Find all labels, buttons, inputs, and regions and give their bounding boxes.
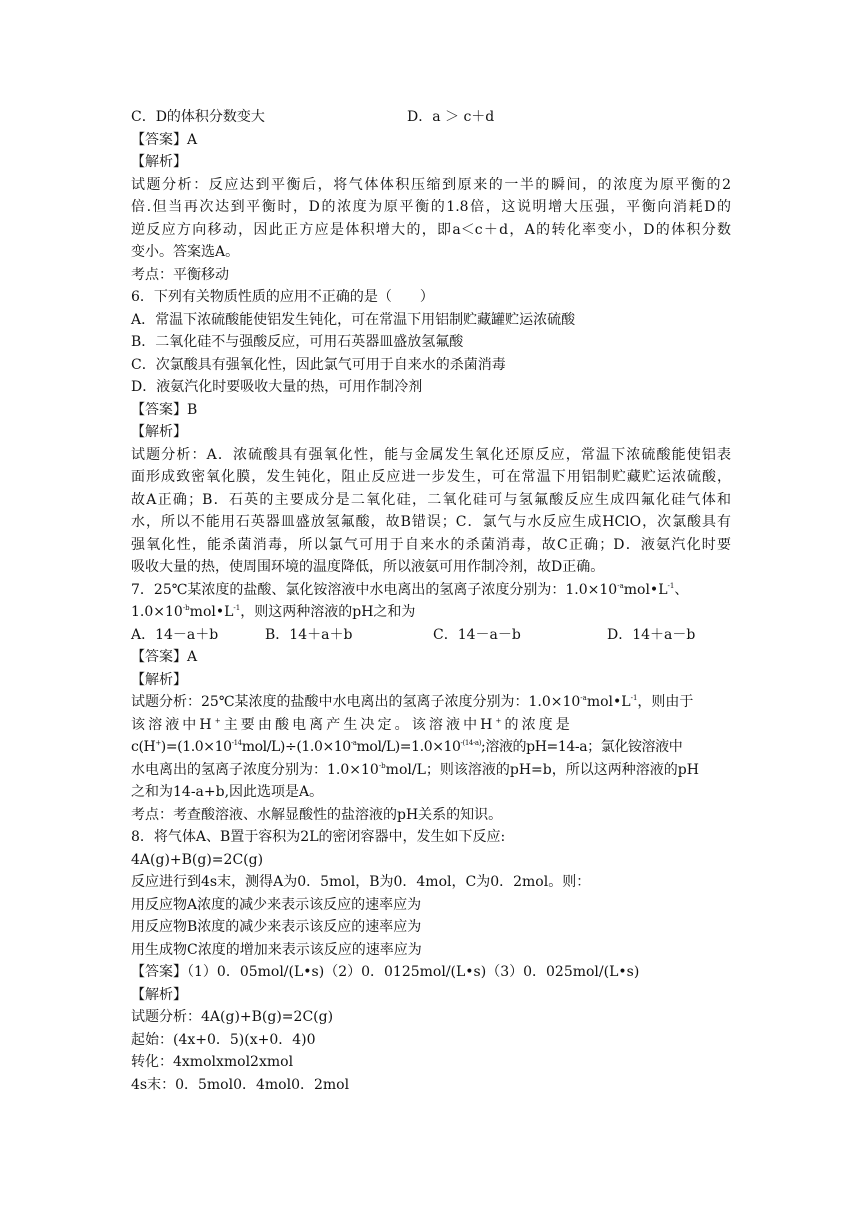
q7-kaodian: 考点：考查酸溶液、水解显酸性的盐溶液的pH关系的知识。 (131, 806, 503, 823)
q7-analysis-text: 的浓度是 (504, 716, 573, 733)
q6-option-b: B．二氧化硅不与强酸反应，可用石英器皿盛放氢氟酸 (131, 334, 464, 350)
q7-stem-text: 7．25℃某浓度的盐酸、氯化铵溶液中水电离出的氢离子浓度分别为：1.0×10 (131, 581, 618, 598)
q7-analysis-text: )=(1.0×10 (160, 739, 232, 755)
q6-answer: 【答案】B (131, 401, 198, 418)
q7-option-c: C．14－a－b (433, 626, 521, 643)
q8-analysis-line: 4s末：0．5mol0．4mol0．2mol (131, 1076, 350, 1093)
superscript: -a (617, 581, 624, 590)
superscript: -b (378, 761, 386, 770)
superscript: -1 (233, 604, 241, 612)
superscript: -1 (630, 694, 638, 702)
q6-analysis-line: 面形成致密氧化膜，发生钝化，阻止反应进一步发生，可在常温下用铝制贮藏贮运浓硫酸， (131, 469, 731, 485)
superscript: -a (580, 694, 587, 702)
q8-question: 用生成物C浓度的增加来表示该反应的速率应为 (131, 941, 422, 958)
q8-stem: 8．将气体A、B置于容积为2L的密闭容器中，发生如下反应: (131, 829, 506, 845)
q7-option-a: A．14－a＋b (131, 626, 219, 643)
q8-question: 用反应物A浓度的减少来表示该反应的速率应为 (131, 896, 422, 913)
q7-stem-text: 1.0×10 (131, 604, 183, 620)
q7-stem-text: mol•L (623, 581, 668, 598)
q8-analysis-line: 转化：4xmolxmol2xmol (131, 1054, 294, 1070)
q6-option-d: D．液氨汽化时要吸收大量的热，可用作制冷剂 (131, 379, 423, 395)
q5-option-d: D．a ＞ c＋d (407, 109, 495, 125)
q5-analysis-label: 【解析】 (131, 154, 187, 170)
q5-options-row (131, 106, 731, 129)
superscript: -a (350, 739, 357, 747)
q6-analysis-line: 水，所以不能用石英器皿盛放氢氟酸，故B错误；C．氯气与水反应生成HClO，次氯酸具有 (131, 514, 731, 530)
q5-analysis-line: 试题分析：反应达到平衡后，将气体体积压缩到原来的一半的瞬间，的浓度为原平衡的2 (131, 176, 731, 193)
q7-answer: 【答案】A (131, 649, 198, 665)
superscript: + (155, 739, 161, 747)
q6-analysis-line: 故A正确；B．石英的主要成分是二氧化硅，二氧化硅可与氢氟酸反应生成四氟化硅气体和 (131, 491, 731, 508)
q7-stem-line-2 (131, 601, 731, 624)
q7-analysis-text: mol/L)÷(1.0×10 (241, 739, 351, 755)
q6-option-a: A．常温下浓硫酸能使铝发生钝化，可在常温下用铝制贮藏罐贮运浓硫酸 (131, 311, 576, 328)
superscript: -(14-a) (460, 739, 482, 747)
superscript: + (214, 716, 224, 725)
q7-stem-text: 、 (674, 581, 689, 598)
q7-analysis-label: 【解析】 (131, 671, 187, 688)
q8-analysis-label: 【解析】 (131, 986, 187, 1003)
q7-stem-text: ，则这两种溶液的pH之和为 (240, 604, 416, 620)
q6-analysis-line: 强氧化性，能杀菌消毒，所以氯气可用于自来水的杀菌消毒，故C正确；D．液氨汽化时要 (131, 536, 731, 553)
q5-analysis-line: 变小。答案选A。 (131, 244, 240, 260)
q6-stem: 6．下列有关物质性质的应用不正确的是（ ） (131, 289, 434, 305)
q8-analysis-line: 起始：(4x+0．5)(x+0．4)0 (131, 1031, 316, 1048)
q6-analysis-label: 【解析】 (131, 424, 187, 440)
q7-analysis-text: mol/L)=1.0×10 (356, 739, 461, 755)
q7-analysis-line (131, 691, 731, 714)
q7-analysis-line (131, 736, 731, 759)
q7-analysis-text: 该溶液中H (131, 716, 215, 733)
q7-analysis-line: 之和为14-a+b,因此选项是A。 (131, 784, 324, 800)
q7-options-row (131, 624, 731, 647)
q7-analysis-text: ;溶液的pH=14-a；氯化铵溶液中 (481, 739, 683, 755)
q7-analysis-line (131, 714, 731, 737)
q7-analysis-text: c(H (131, 739, 156, 755)
document-content (131, 106, 731, 1096)
q8-analysis-line: 试题分析：4A(g)+B(g)=2C(g) (131, 1009, 334, 1025)
q8-equation: 4A(g)+B(g)=2C(g) (131, 851, 264, 868)
q7-analysis-text: 水电离出的氢离子浓度分别为：1.0×10 (131, 761, 379, 778)
q7-option-b: B．14＋a＋b (265, 626, 353, 643)
q8-answer: 【答案】（1）0．05mol/(L•s)（2）0．0125mol/(L•s)（3）0．025mol/(L•s) (131, 964, 640, 980)
superscript: + (495, 716, 505, 725)
q7-analysis-text: mol•L (586, 694, 631, 710)
q7-stem-line-1 (131, 579, 731, 602)
q8-question: 用反应物B浓度的减少来表示该反应的速率应为 (131, 919, 422, 935)
q5-analysis-line: 倍.但当再次达到平衡时，D的浓度为原平衡的1.8倍，这说明增大压强，平衡向消耗D的 (131, 199, 731, 215)
q7-analysis-text: mol/L；则该溶液的pH=b，所以这两种溶液的pH (385, 761, 699, 778)
superscript: -1 (667, 581, 675, 590)
q5-kaodian: 考点：平衡移动 (131, 266, 229, 283)
q5-option-c: C．D的体积分数变大 (131, 109, 265, 125)
q7-analysis-line (131, 759, 731, 782)
q7-analysis-text: 主要由酸电离产生决定。该溶液中H (223, 716, 496, 733)
q7-option-d: D．14＋a－b (607, 626, 696, 643)
q5-analysis-line: 逆反应方向移动，因此正方应是体积增大的，即a＜c＋d，A的转化率变小，D的体积分数 (131, 221, 731, 238)
q7-analysis-text: 试题分析：25℃某浓度的盐酸中水电离出的氢离子浓度分别为：1.0×10 (131, 694, 581, 710)
q6-option-c: C．次氯酸具有强氧化性，因此氯气可用于自来水的杀菌消毒 (131, 356, 506, 373)
q5-answer: 【答案】A (131, 131, 198, 148)
q6-analysis-line: 试题分析：A．浓硫酸具有强氧化性，能与金属发生氧化还原反应，常温下浓硫酸能使铝表 (131, 446, 731, 463)
q7-analysis-text: ，则由于 (637, 694, 694, 710)
superscript: -14 (231, 739, 242, 747)
q7-stem-text: mol•L (189, 604, 234, 620)
q6-analysis-line: 吸收大量的热，使周围环境的温度降低，所以液氨可用作制冷剂，故D正确。 (131, 559, 605, 575)
superscript: -b (182, 604, 190, 612)
q8-condition: 反应进行到4s末，测得A为0．5mol，B为0．4mol，C为0．2mol。则： (131, 874, 591, 890)
